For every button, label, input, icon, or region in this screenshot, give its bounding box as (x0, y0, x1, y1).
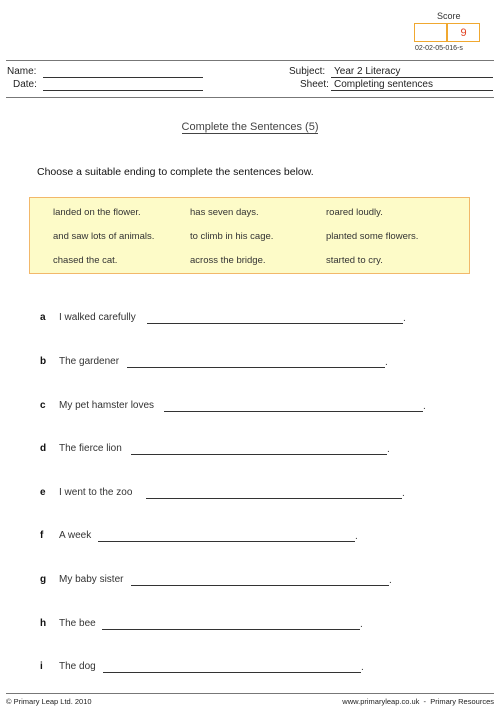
footer-rule (6, 693, 494, 694)
question-e-answer-line[interactable] (146, 487, 402, 499)
question-f-answer-line[interactable] (98, 530, 355, 542)
question-a-answer-line[interactable] (147, 312, 403, 324)
question-b-period: . (385, 357, 388, 368)
question-f-letter: f (40, 530, 44, 541)
question-h-answer-line[interactable] (102, 618, 360, 630)
question-h-letter: h (40, 618, 47, 629)
header-bottom-rule (6, 97, 494, 98)
header-top-rule (6, 60, 494, 61)
word-bank-item: has seven days. (190, 207, 259, 218)
question-d-letter: d (40, 443, 47, 454)
word-bank-item: started to cry. (326, 255, 383, 266)
question-c-letter: c (40, 400, 46, 411)
question-h-text: The bee (59, 618, 96, 629)
question-g-text: My baby sister (59, 574, 124, 585)
question-f-period: . (355, 531, 358, 542)
question-i-text: The dog (59, 661, 96, 672)
question-a-period: . (403, 313, 406, 324)
question-c-answer-line[interactable] (164, 400, 423, 412)
footer-website: www.primaryleap.co.uk - Primary Resources (342, 697, 494, 706)
word-bank-item: across the bridge. (190, 255, 266, 266)
question-a-text: I walked carefully (59, 312, 136, 323)
question-b-answer-line[interactable] (127, 356, 385, 368)
question-i-period: . (361, 662, 364, 673)
question-d-period: . (387, 444, 390, 455)
word-bank-item: and saw lots of animals. (53, 231, 155, 242)
word-bank-item: planted some flowers. (326, 231, 419, 242)
date-field[interactable] (43, 78, 203, 91)
question-e-period: . (402, 488, 405, 499)
question-a-letter: a (40, 312, 46, 323)
question-e-text: I went to the zoo (59, 487, 133, 498)
score-label: Score (437, 11, 461, 21)
score-value: 9 (447, 23, 480, 42)
question-f-text: A week (59, 530, 92, 541)
question-e-letter: e (40, 487, 46, 498)
date-label: Date: (13, 79, 37, 90)
subject-value: Year 2 Literacy (334, 66, 401, 77)
question-b-letter: b (40, 356, 47, 367)
question-g-letter: g (40, 574, 47, 585)
name-label: Name: (7, 66, 37, 77)
question-h-period: . (360, 619, 363, 630)
question-b-text: The gardener (59, 356, 120, 367)
word-bank-item: chased the cat. (53, 255, 118, 266)
question-c-period: . (423, 401, 426, 412)
question-i-letter: i (40, 661, 43, 672)
footer-copyright: © Primary Leap Ltd. 2010 (6, 697, 92, 706)
question-d-answer-line[interactable] (131, 443, 387, 455)
sheet-value: Completing sentences (334, 79, 433, 90)
subject-label: Subject: (289, 66, 326, 77)
question-d-text: The fierce lion (59, 443, 122, 454)
question-i-answer-line[interactable] (103, 661, 361, 673)
question-g-period: . (389, 575, 392, 586)
instruction-text: Choose a suitable ending to complete the sentences below. (37, 166, 314, 178)
question-c-text: My pet hamster loves (59, 400, 155, 411)
name-field[interactable] (43, 65, 203, 78)
page-title-text: Complete the Sentences (5) (181, 121, 319, 133)
question-g-answer-line[interactable] (131, 574, 389, 586)
word-bank-item: landed on the flower. (53, 207, 141, 218)
word-bank-item: to climb in his cage. (190, 231, 274, 242)
sheet-label: Sheet: (300, 79, 329, 90)
word-bank-item: roared loudly. (326, 207, 383, 218)
worksheet-code: 02-02-05-016-s (415, 45, 463, 52)
page-title (0, 121, 500, 133)
score-input-box[interactable] (414, 23, 447, 42)
